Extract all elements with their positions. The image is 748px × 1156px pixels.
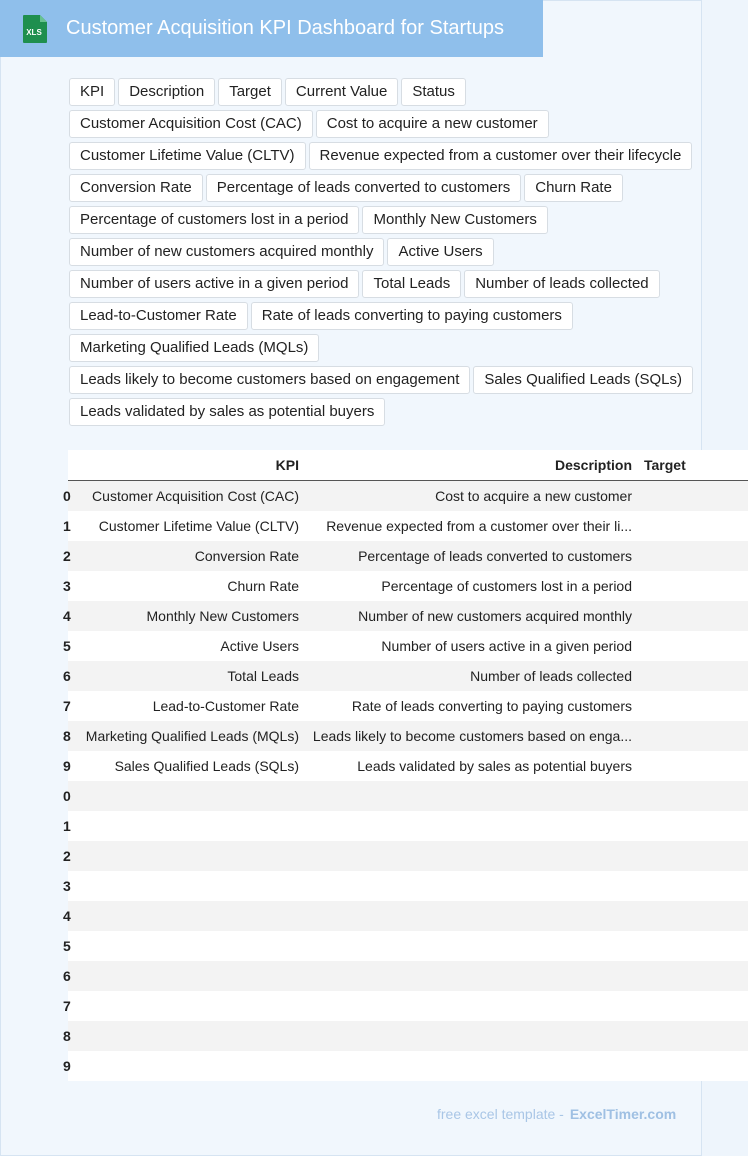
description-cell: Leads likely to become customers based on enga... [305,721,638,751]
kpi-cell: Sales Qualified Leads (SQLs) [72,751,305,781]
column-header-kpi[interactable]: KPI [72,450,305,481]
table-row[interactable] [68,781,748,811]
kpi-table [63,450,748,1081]
chip[interactable]: Target [218,78,282,106]
kpi-cell [72,811,305,841]
target-cell [638,661,748,691]
description-cell [305,841,638,871]
chip[interactable]: Monthly New Customers [362,206,547,234]
row-index-cell: 1 [68,811,72,841]
row-index-cell: 9 [68,751,72,781]
description-cell [305,781,638,811]
kpi-cell: Total Leads [72,661,305,691]
chip[interactable]: Description [118,78,215,106]
table-row[interactable] [68,661,748,691]
kpi-cell [72,841,305,871]
kpi-cell: Customer Acquisition Cost (CAC) [72,481,305,512]
row-index-cell: 6 [68,661,72,691]
title-bar [0,0,543,57]
description-cell [305,991,638,1021]
table-row[interactable] [68,511,748,541]
chip[interactable]: Lead-to-Customer Rate [69,302,248,330]
row-index-cell: 2 [68,541,72,571]
chip[interactable]: Sales Qualified Leads (SQLs) [473,366,693,394]
kpi-cell [72,931,305,961]
table-row[interactable] [68,991,748,1021]
description-cell [305,931,638,961]
row-index-cell: 4 [68,601,72,631]
target-cell [638,601,748,631]
chip[interactable]: Revenue expected from a customer over their lifecycle [309,142,693,170]
chip[interactable]: Conversion Rate [69,174,203,202]
row-index-cell: 1 [68,511,72,541]
target-cell [638,1021,748,1051]
chip[interactable]: Churn Rate [524,174,623,202]
description-cell: Percentage of leads converted to customers [305,541,638,571]
chip[interactable]: Number of users active in a given period [69,270,359,298]
chip[interactable]: Number of new customers acquired monthly [69,238,384,266]
target-cell [638,481,748,512]
table-row[interactable] [68,1021,748,1051]
target-cell [638,931,748,961]
target-cell [638,511,748,541]
kpi-cell [72,991,305,1021]
table-row[interactable] [68,1051,748,1081]
table-row[interactable] [68,481,748,512]
kpi-cell [72,901,305,931]
chip[interactable]: Percentage of leads converted to customers [206,174,522,202]
row-index-cell: 8 [68,721,72,751]
kpi-cell: Churn Rate [72,571,305,601]
data-table-viewport[interactable] [63,450,686,1081]
target-cell [638,631,748,661]
row-index-cell: 2 [68,841,72,871]
chip[interactable]: Rate of leads converting to paying customers [251,302,573,330]
description-cell [305,1021,638,1051]
table-row[interactable] [68,571,748,601]
target-cell [638,571,748,601]
chip[interactable]: Marketing Qualified Leads (MQLs) [69,334,319,362]
chip[interactable]: Percentage of customers lost in a period [69,206,359,234]
kpi-cell [72,961,305,991]
kpi-cell: Monthly New Customers [72,601,305,631]
kpi-cell: Marketing Qualified Leads (MQLs) [72,721,305,751]
table-row[interactable] [68,901,748,931]
footer-brand-link[interactable]: ExcelTimer.com [569,1106,677,1122]
table-row[interactable] [68,601,748,631]
description-cell [305,961,638,991]
row-index-cell: 8 [68,1021,72,1051]
table-row[interactable] [68,961,748,991]
table-row[interactable] [68,541,748,571]
target-cell [638,871,748,901]
kpi-cell: Active Users [72,631,305,661]
kpi-cell: Conversion Rate [72,541,305,571]
chip-list [69,78,694,426]
chip[interactable]: Leads validated by sales as potential buyers [69,398,385,426]
description-cell: Number of leads collected [305,661,638,691]
target-cell [638,721,748,751]
kpi-cell [72,1021,305,1051]
kpi-cell: Lead-to-Customer Rate [72,691,305,721]
description-cell: Cost to acquire a new customer [305,481,638,512]
row-index-cell: 4 [68,901,72,931]
target-cell [638,901,748,931]
page-title: Customer Acquisition KPI Dashboard for Startups [66,17,504,39]
table-row[interactable] [68,841,748,871]
description-cell [305,1051,638,1081]
target-cell [638,991,748,1021]
target-cell [638,1051,748,1081]
description-cell [305,901,638,931]
description-cell: Percentage of customers lost in a period [305,571,638,601]
target-cell [638,811,748,841]
kpi-cell: Customer Lifetime Value (CLTV) [72,511,305,541]
chip[interactable]: Active Users [387,238,493,266]
table-row[interactable] [68,691,748,721]
description-cell: Number of new customers acquired monthly [305,601,638,631]
chip[interactable]: Cost to acquire a new customer [316,110,549,138]
svg-text:XLS: XLS [26,28,42,37]
chip[interactable]: Number of leads collected [464,270,659,298]
chip[interactable]: Leads likely to become customers based on engagement [69,366,470,394]
chip[interactable]: Status [401,78,466,106]
table-header-row [68,450,748,481]
row-index-cell: 7 [68,991,72,1021]
description-cell: Rate of leads converting to paying customers [305,691,638,721]
target-cell [638,841,748,871]
target-cell [638,751,748,781]
row-index-cell: 3 [68,871,72,901]
column-header-target[interactable]: Target [638,450,748,481]
description-cell [305,871,638,901]
kpi-cell [72,1051,305,1081]
table-row[interactable] [68,931,748,961]
target-cell [638,961,748,991]
row-index-cell: 3 [68,571,72,601]
kpi-cell [72,871,305,901]
description-cell: Number of users active in a given period [305,631,638,661]
chip[interactable]: Customer Lifetime Value (CLTV) [69,142,306,170]
table-row[interactable] [68,751,748,781]
description-cell: Leads validated by sales as potential buyers [305,751,638,781]
chip[interactable]: Customer Acquisition Cost (CAC) [69,110,313,138]
table-row[interactable] [68,811,748,841]
chip[interactable]: Total Leads [362,270,461,298]
table-row[interactable] [68,631,748,661]
target-cell [638,691,748,721]
target-cell [638,781,748,811]
row-index-cell: 7 [68,691,72,721]
xls-file-icon [21,14,49,44]
row-index-cell: 6 [68,961,72,991]
row-index-cell: 9 [68,1051,72,1081]
row-index-cell: 5 [68,631,72,661]
row-index-cell: 5 [68,931,72,961]
chip[interactable]: Current Value [285,78,398,106]
footer [437,1106,676,1122]
target-cell [638,541,748,571]
column-header-description[interactable]: Description [305,450,638,481]
description-cell: Revenue expected from a customer over their li... [305,511,638,541]
kpi-cell [72,781,305,811]
row-index-cell: 0 [68,781,72,811]
row-index-cell: 0 [68,481,72,512]
footer-text: free excel template - [437,1106,564,1122]
table-row[interactable] [68,721,748,751]
chip[interactable]: KPI [69,78,115,106]
description-cell [305,811,638,841]
table-row[interactable] [68,871,748,901]
